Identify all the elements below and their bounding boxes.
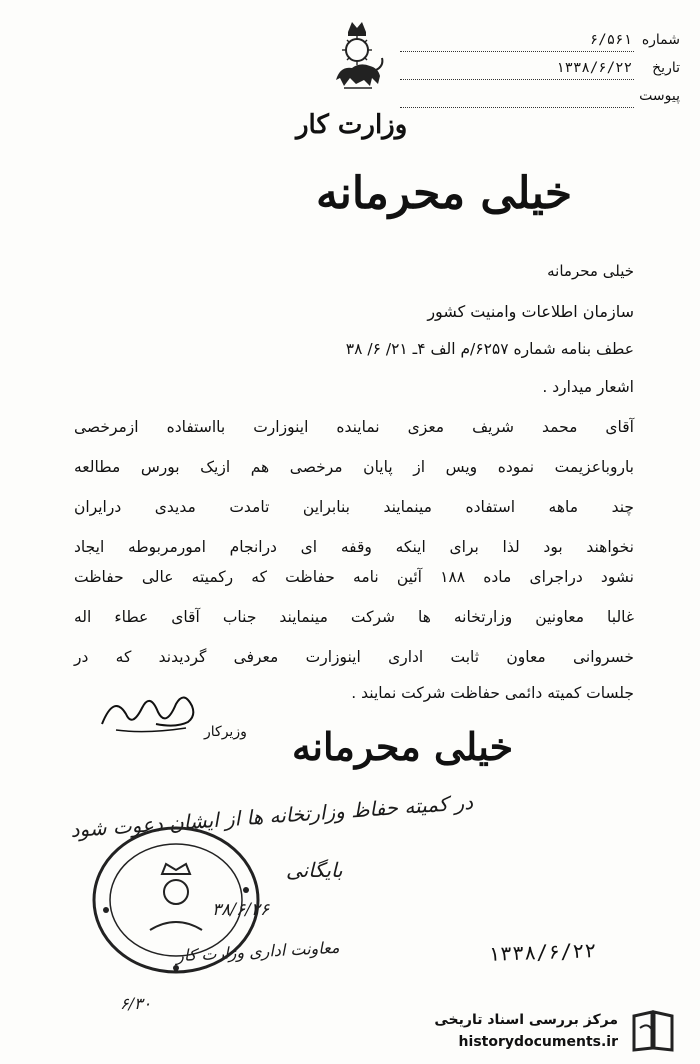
- reference-line: عطف بنامه شماره ۶۲۵۷/م الف ۴ـ ۲۱/ ۶/ ۳۸: [345, 340, 634, 358]
- ministry-name: وزارت کار: [296, 110, 408, 140]
- body-line-8: جلسات کمیته دائمی حفاظت شرکت نمایند .: [351, 684, 634, 702]
- date-label: تاریخ: [652, 60, 680, 76]
- lion-sun-emblem-icon: [326, 18, 388, 98]
- classification-bottom: خیلی محرمانه: [292, 724, 514, 769]
- number-row: [400, 32, 680, 54]
- date-row: [400, 60, 680, 82]
- signature-title: وزیرکار: [204, 724, 247, 740]
- body-line-2: باروباعزیمت نموده ویس از پایان مرخصی هم ازیک بورس مطالعه: [74, 458, 634, 476]
- body-line-5: نشود دراجرای ماده ۱۸۸ آئین نامه حفاظت که رکمیته عالی حفاظت: [74, 568, 634, 586]
- body-line-6: غالبا معاونین وزارتخانه ها شرکت مینمایند جناب آقای عطاء اله: [74, 608, 634, 626]
- attachment-label: پیوست: [639, 88, 680, 104]
- body-line-1: آقای محمد شریف معزی نماینده اینوزارت بااستفاده ازمرخصی: [74, 418, 634, 436]
- classification-small: خیلی محرمانه: [547, 262, 634, 280]
- handwritten-line-2: بایگانی: [286, 858, 343, 882]
- body-line-3: چند ماهه استفاده مینمایند بنابراین تامدت مدیدی درایران: [74, 498, 634, 516]
- body-line-7: خسروانی معاون ثابت اداری اینوزارت معرفی گردیدند که در: [74, 648, 634, 666]
- watermark-org: مرکز بررسی اسناد تاریخی: [434, 1012, 618, 1028]
- received-stamp: ۱۳۳۸/۶/۲۲: [487, 938, 597, 966]
- date-value: ۱۳۳۸/۶/۲۲: [556, 60, 632, 76]
- classification-top: خیلی محرمانه: [316, 168, 573, 219]
- handwritten-line-5: ۶/۳۰: [120, 994, 152, 1013]
- handwritten-line-3: ۳۸/۶/۲۶: [212, 900, 270, 920]
- handwritten-line-1: در کمیته حفاظ وزارتخانه ها از ایشان دعوت شود: [69, 789, 474, 843]
- watermark-url: historydocuments.ir: [458, 1034, 618, 1050]
- salutation: اشعار میدارد .: [542, 378, 634, 396]
- number-value: ۶/۵۶۱: [589, 32, 632, 48]
- archive-logo-icon: [628, 1008, 678, 1054]
- signature-scribble: [96, 684, 206, 738]
- handwritten-line-4: معاونت اداری وزارت کار: [175, 937, 340, 966]
- oval-seal-stamp: [86, 820, 266, 980]
- body-line-4: نخواهند بود لذا برای اینکه وقفه ای درانجام امورمربوطه ایجاد: [74, 538, 634, 556]
- addressee: سازمان اطلاعات وامنیت کشور: [427, 302, 634, 321]
- attachment-row: [400, 88, 680, 110]
- number-label: شماره: [641, 32, 680, 48]
